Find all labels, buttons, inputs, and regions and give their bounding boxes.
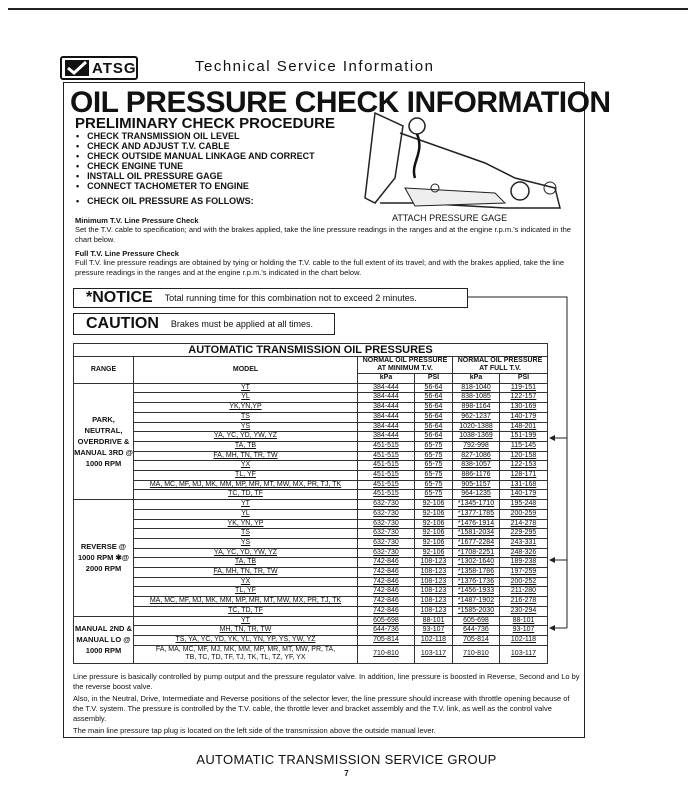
table-row — [74, 471, 548, 481]
min-psi-cell: 92-106 — [415, 538, 453, 548]
notes — [73, 672, 581, 738]
page-title: OIL PRESSURE CHECK INFORMATION — [70, 86, 611, 119]
table-row — [74, 451, 548, 461]
table-row — [74, 461, 548, 471]
min-tv-text: Set the T.V. cable to specification; and with the brakes applied, take the line pressure readings in the ranges and at the engine r.p.m.'s indicated in the chart below. — [75, 225, 571, 244]
min-kpa-cell: 632-730 — [358, 538, 415, 548]
model-cell: YS — [134, 422, 358, 432]
table-row — [74, 432, 548, 442]
full-kpa-cell: 898-1164 — [453, 403, 500, 413]
full-psi-cell: 122-153 — [500, 461, 548, 471]
full-kpa-cell: 838-1057 — [453, 461, 500, 471]
min-psi-cell: 108-123 — [415, 558, 453, 568]
min-kpa-cell: 644-736 — [358, 626, 415, 636]
full-psi-cell: 214-278 — [500, 519, 548, 529]
step-item: • CONNECT TACHOMETER TO ENGINE — [76, 181, 315, 191]
full-kpa-cell: 644-736 — [453, 626, 500, 636]
table-row — [74, 597, 548, 607]
model-cell: YK, YN, YP — [134, 519, 358, 529]
col-full-tv: NORMAL OIL PRESSURE AT FULL T.V. — [453, 357, 548, 374]
unit-kpa: kPa — [453, 374, 500, 384]
min-kpa-cell: 384-444 — [358, 422, 415, 432]
model-cell: TA, TB — [134, 558, 358, 568]
min-kpa-cell: 632-730 — [358, 500, 415, 510]
full-kpa-cell: 1020-1388 — [453, 422, 500, 432]
full-kpa-cell: 710-810 — [453, 645, 500, 663]
model-cell: YA, YC, YD, YW, YZ — [134, 432, 358, 442]
page-number: 7 — [344, 769, 349, 778]
min-psi-cell: 65-75 — [415, 461, 453, 471]
min-kpa-cell: 742-846 — [358, 587, 415, 597]
model-cell: YL — [134, 509, 358, 519]
model-cell: YT — [134, 383, 358, 393]
table-row — [74, 577, 548, 587]
min-psi-cell: 88-101 — [415, 616, 453, 626]
min-kpa-cell: 742-846 — [358, 568, 415, 578]
table-row — [74, 422, 548, 432]
table-row — [74, 480, 548, 490]
model-cell: TS, YA, YC, YD, YK, YL, YN, YP, YS, YW, YZ — [134, 635, 358, 645]
min-kpa-cell: 632-730 — [358, 509, 415, 519]
min-psi-cell: 65-75 — [415, 480, 453, 490]
step-item-last: • CHECK OIL PRESSURE AS FOLLOWS: — [76, 196, 254, 206]
note: The main line pressure tap plug is located on the left side of the transmission above the outside manual lever. — [73, 726, 436, 735]
full-psi-cell: 200-259 — [500, 509, 548, 519]
min-kpa-cell: 451-515 — [358, 461, 415, 471]
transmission-illustration — [355, 108, 570, 213]
min-kpa-cell: 710-810 — [358, 645, 415, 663]
min-kpa-cell: 451-515 — [358, 441, 415, 451]
model-cell: TA, TB — [134, 441, 358, 451]
min-kpa-cell: 742-846 — [358, 606, 415, 616]
full-psi-cell: 197-259 — [500, 568, 548, 578]
min-psi-cell: 56-64 — [415, 383, 453, 393]
table-title: AUTOMATIC TRANSMISSION OIL PRESSURES — [74, 344, 548, 357]
notice-text: Total running time for this combination not to exceed 2 minutes. — [164, 293, 417, 303]
min-psi-cell: 108-123 — [415, 597, 453, 607]
min-kpa-cell: 632-730 — [358, 519, 415, 529]
full-kpa-cell: 705-814 — [453, 635, 500, 645]
full-kpa-cell: *1476-1914 — [453, 519, 500, 529]
model-cell: YT — [134, 616, 358, 626]
top-rule — [8, 8, 688, 10]
atsg-logo — [60, 56, 138, 80]
model-cell: FA, MH, TN, TR, TW — [134, 451, 358, 461]
full-psi-cell: 102-118 — [500, 635, 548, 645]
min-psi-cell: 65-75 — [415, 441, 453, 451]
range-cell: REVERSE @ 1000 RPM ✱@ 2000 RPM — [74, 500, 134, 616]
min-kpa-cell: 451-515 — [358, 490, 415, 500]
full-psi-cell: 216-278 — [500, 597, 548, 607]
full-psi-cell: 88-101 — [500, 616, 548, 626]
full-psi-cell: 229-295 — [500, 529, 548, 539]
step-item: • CHECK TRANSMISSION OIL LEVEL — [76, 131, 315, 141]
full-psi-cell: 195-248 — [500, 500, 548, 510]
full-psi-cell: 120-158 — [500, 451, 548, 461]
full-kpa-cell: *1345-1710 — [453, 500, 500, 510]
table-row — [74, 412, 548, 422]
min-kpa-cell: 632-730 — [358, 548, 415, 558]
full-kpa-cell: 964-1235 — [453, 490, 500, 500]
full-kpa-cell: *1302-1640 — [453, 558, 500, 568]
min-kpa-cell: 451-515 — [358, 471, 415, 481]
full-psi-cell: 115-145 — [500, 441, 548, 451]
model-cell: YK,YN,YP — [134, 403, 358, 413]
min-kpa-cell: 451-515 — [358, 451, 415, 461]
notice-label: *NOTICE — [86, 289, 153, 306]
step-item: • CHECK OUTSIDE MANUAL LINKAGE AND CORRECT — [76, 151, 315, 161]
min-psi-cell: 56-64 — [415, 432, 453, 442]
table-row — [74, 626, 548, 636]
model-cell: MA, MC, MF, MJ, MK, MM, MP, MR, MT, MW, MX, PR, TJ, TK — [134, 597, 358, 607]
min-tv-heading: Minimum T.V. Line Pressure Check — [75, 216, 199, 225]
full-tv-text: Full T.V. line pressure readings are obtained by tying or holding the T.V. cable to the full extent of its travel; and with the brakes applied, take the line pressure readings in the ranges and at the engine r.p.m.'s indicated in the chart below. — [75, 258, 565, 277]
header-title: Technical Service Information — [195, 58, 435, 75]
min-kpa-cell: 742-846 — [358, 577, 415, 587]
full-kpa-cell: *1376-1736 — [453, 577, 500, 587]
min-kpa-cell: 742-846 — [358, 597, 415, 607]
full-kpa-cell: *1677-2284 — [453, 538, 500, 548]
col-model: MODEL — [134, 357, 358, 384]
full-kpa-cell: 1038-1369 — [453, 432, 500, 442]
table-row — [74, 509, 548, 519]
table-row — [74, 393, 548, 403]
table-row — [74, 616, 548, 626]
full-psi-cell: 211-280 — [500, 587, 548, 597]
full-psi-cell: 122-157 — [500, 393, 548, 403]
min-kpa-cell: 384-444 — [358, 393, 415, 403]
full-psi-cell: 230-294 — [500, 606, 548, 616]
model-cell: MH, TN, TR, TW — [134, 626, 358, 636]
min-psi-cell: 92-106 — [415, 509, 453, 519]
table-row — [74, 568, 548, 578]
full-psi-cell: 148-201 — [500, 422, 548, 432]
model-cell: TC, TD, TF — [134, 606, 358, 616]
full-kpa-cell: 886-1176 — [453, 471, 500, 481]
full-kpa-cell: *1581-2034 — [453, 529, 500, 539]
full-kpa-cell: 818-1040 — [453, 383, 500, 393]
min-kpa-cell: 632-730 — [358, 529, 415, 539]
full-psi-cell: 151-199 — [500, 432, 548, 442]
min-kpa-cell: 451-515 — [358, 480, 415, 490]
full-kpa-cell: 962-1237 — [453, 412, 500, 422]
min-psi-cell: 92-106 — [415, 519, 453, 529]
min-psi-cell: 93-107 — [415, 626, 453, 636]
section-subtitle: PRELIMINARY CHECK PROCEDURE — [75, 115, 336, 132]
full-kpa-cell: 905-1157 — [453, 480, 500, 490]
full-psi-cell: 248-326 — [500, 548, 548, 558]
table-row — [74, 548, 548, 558]
model-cell: YX — [134, 577, 358, 587]
unit-psi: PSI — [500, 374, 548, 384]
full-kpa-cell: *1708-2251 — [453, 548, 500, 558]
min-psi-cell: 56-64 — [415, 422, 453, 432]
min-psi-cell: 65-75 — [415, 451, 453, 461]
unit-psi: PSI — [415, 374, 453, 384]
model-cell: YT — [134, 500, 358, 510]
step-item: • INSTALL OIL PRESSURE GAGE — [76, 171, 315, 181]
caution-box — [73, 313, 335, 335]
model-cell: TL, YF — [134, 587, 358, 597]
full-psi-cell: 103-117 — [500, 645, 548, 663]
min-kpa-cell: 605-698 — [358, 616, 415, 626]
full-tv-heading: Full T.V. Line Pressure Check — [75, 249, 179, 258]
model-cell: FA, MA, MC, MF, MJ, MK, MM, MP, MR, MT, MW, PR, TA, TB, TC, TD, TF, TJ, TK, TL, TZ, YF, YX — [134, 645, 358, 663]
caution-label: CAUTION — [86, 315, 159, 332]
model-cell: TS — [134, 529, 358, 539]
footer-org: AUTOMATIC TRANSMISSION SERVICE GROUP — [196, 752, 497, 767]
check-steps — [76, 131, 315, 191]
model-cell: TC, TD, TF — [134, 490, 358, 500]
min-psi-cell: 65-75 — [415, 490, 453, 500]
full-kpa-cell: 838-1085 — [453, 393, 500, 403]
col-range: RANGE — [74, 357, 134, 384]
full-psi-cell: 131-168 — [500, 480, 548, 490]
full-psi-cell: 119-151 — [500, 383, 548, 393]
figure-caption: ATTACH PRESSURE GAGE — [392, 213, 508, 223]
min-kpa-cell: 705-814 — [358, 635, 415, 645]
table-row — [74, 383, 548, 393]
min-psi-cell: 92-106 — [415, 529, 453, 539]
full-kpa-cell: *1487-1902 — [453, 597, 500, 607]
full-kpa-cell: 827-1086 — [453, 451, 500, 461]
full-kpa-cell: 605-698 — [453, 616, 500, 626]
logo-text: ATSG — [92, 59, 137, 77]
full-psi-cell: 200-252 — [500, 577, 548, 587]
model-cell: MA, MC, MF, MJ, MK, MM, MP, MR, MT, MW, MX, PR, TJ, TK — [134, 480, 358, 490]
model-cell: YX — [134, 461, 358, 471]
col-min-tv: NORMAL OIL PRESSURE AT MINIMUM T.V. — [358, 357, 453, 374]
full-kpa-cell: *1377-1785 — [453, 509, 500, 519]
min-psi-cell: 56-64 — [415, 393, 453, 403]
table-row — [74, 538, 548, 548]
model-cell: TS — [134, 412, 358, 422]
table-row — [74, 645, 548, 663]
model-cell: TL, YF — [134, 471, 358, 481]
model-cell: YA, YC, YD, YW, YZ — [134, 548, 358, 558]
checkmark-icon — [65, 60, 89, 76]
full-kpa-cell: *1585-2030 — [453, 606, 500, 616]
min-psi-cell: 108-123 — [415, 606, 453, 616]
step-item: • CHECK AND ADJUST T.V. CABLE — [76, 141, 315, 151]
table-row — [74, 635, 548, 645]
table-row — [74, 606, 548, 616]
table-row — [74, 529, 548, 539]
min-psi-cell: 65-75 — [415, 471, 453, 481]
caution-text: Brakes must be applied at all times. — [170, 319, 313, 329]
note: Line pressure is basically controlled by pump output and the pressure regulator valve. In addition, line pressure is boosted in Reverse, Second and Lo by the reverse boost valve. — [73, 672, 580, 691]
step-item: • CHECK ENGINE TUNE — [76, 161, 315, 171]
min-psi-cell: 102-118 — [415, 635, 453, 645]
full-kpa-cell: 792-998 — [453, 441, 500, 451]
table-row — [74, 519, 548, 529]
min-psi-cell: 108-123 — [415, 577, 453, 587]
range-cell: PARK, NEUTRAL, OVERDRIVE & MANUAL 3RD @ 1000 RPM — [74, 383, 134, 499]
full-kpa-cell: *1456-1933 — [453, 587, 500, 597]
min-psi-cell: 103-117 — [415, 645, 453, 663]
min-kpa-cell: 384-444 — [358, 383, 415, 393]
table-row — [74, 441, 548, 451]
min-kpa-cell: 384-444 — [358, 403, 415, 413]
table-row — [74, 500, 548, 510]
model-cell: YS — [134, 538, 358, 548]
min-psi-cell: 92-106 — [415, 500, 453, 510]
range-cell: MANUAL 2ND & MANUAL LO @ 1000 RPM — [74, 616, 134, 664]
min-psi-cell: 108-123 — [415, 568, 453, 578]
min-kpa-cell: 384-444 — [358, 432, 415, 442]
min-psi-cell: 56-64 — [415, 412, 453, 422]
table-row — [74, 490, 548, 500]
unit-kpa: kPa — [358, 374, 415, 384]
full-psi-cell: 93-107 — [500, 626, 548, 636]
full-psi-cell: 140-179 — [500, 490, 548, 500]
full-kpa-cell: *1358-1786 — [453, 568, 500, 578]
full-psi-cell: 140-179 — [500, 412, 548, 422]
min-psi-cell: 56-64 — [415, 403, 453, 413]
note: Also, in the Neutral, Drive, Intermediate and Reverse positions of the selector lever, the line pressure should increase with throttle opening because of the T.V. system. The pressure is controlled by the T.V. cable, the throttle lever and bracket assembly and the T.V. link, as well as the control valve assembly. — [73, 694, 570, 723]
full-psi-cell: 130-169 — [500, 403, 548, 413]
min-psi-cell: 108-123 — [415, 587, 453, 597]
min-kpa-cell: 384-444 — [358, 412, 415, 422]
full-psi-cell: 128-171 — [500, 471, 548, 481]
notice-box — [73, 288, 468, 308]
full-psi-cell: 189-238 — [500, 558, 548, 568]
table-row — [74, 587, 548, 597]
table-row — [74, 403, 548, 413]
table-row — [74, 558, 548, 568]
min-kpa-cell: 742-846 — [358, 558, 415, 568]
min-psi-cell: 92-106 — [415, 548, 453, 558]
model-cell: FA, MH, TN, TR, TW — [134, 568, 358, 578]
model-cell: YL — [134, 393, 358, 403]
oil-pressure-table — [73, 343, 548, 664]
full-psi-cell: 243-331 — [500, 538, 548, 548]
